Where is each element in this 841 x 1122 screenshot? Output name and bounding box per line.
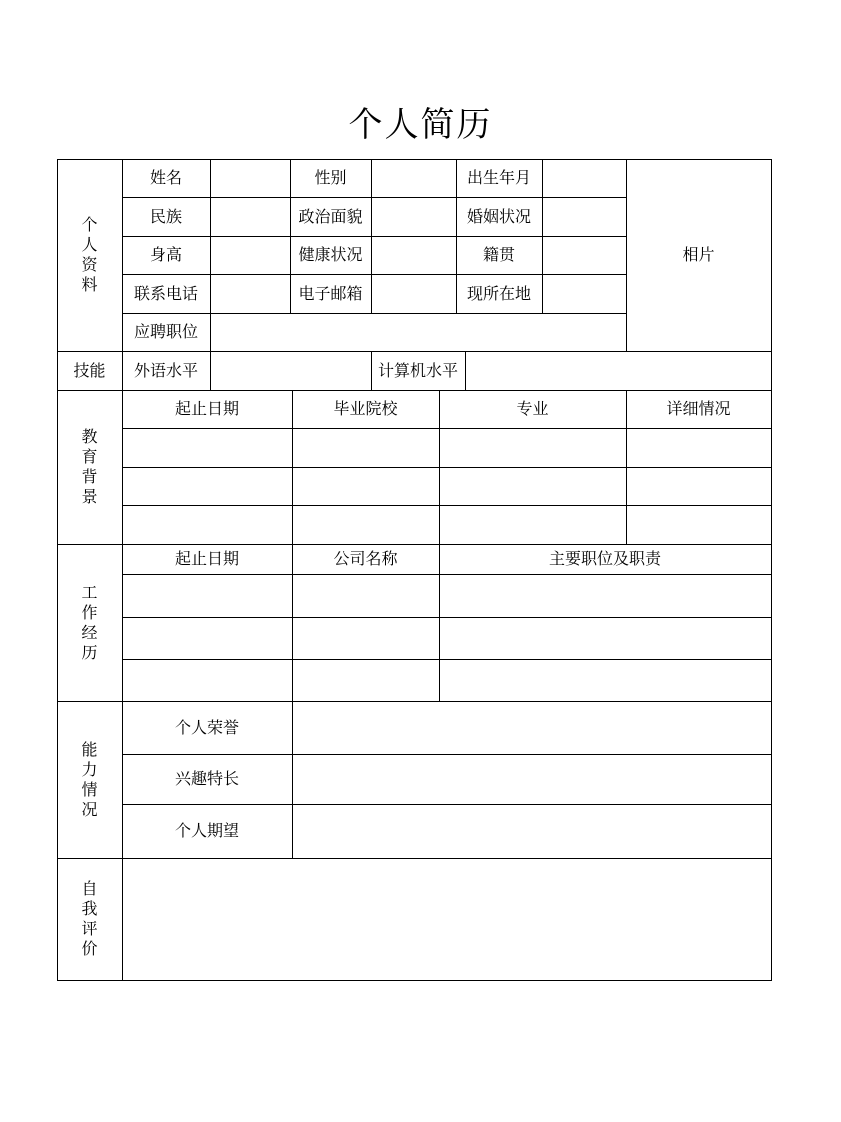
work-row-2[interactable] <box>123 618 771 659</box>
work-header-duties: 主要职位及职责 <box>548 549 661 568</box>
edu-header-dates: 起止日期 <box>174 399 239 418</box>
edu-header-school: 毕业院校 <box>333 399 398 418</box>
page-title: 个人简历 <box>348 105 493 145</box>
field-political[interactable] <box>372 198 456 236</box>
field-expectation[interactable] <box>293 805 771 858</box>
field-position[interactable] <box>211 314 626 351</box>
edu-row-3[interactable] <box>123 506 771 544</box>
field-native-place[interactable] <box>543 237 626 274</box>
label-marital: 婚姻状况 <box>466 206 531 226</box>
field-self-eval[interactable] <box>123 859 771 980</box>
label-political: 政治面貌 <box>298 206 363 226</box>
field-birth[interactable] <box>543 160 626 197</box>
work-row-3[interactable] <box>123 660 771 701</box>
work-row-1[interactable] <box>123 575 771 617</box>
label-honors: 个人荣誉 <box>174 717 239 737</box>
field-health[interactable] <box>372 237 456 274</box>
field-phone[interactable] <box>211 275 290 313</box>
label-position: 应聘职位 <box>133 322 198 341</box>
label-height: 身高 <box>149 245 182 264</box>
label-location: 现所在地 <box>466 283 531 303</box>
label-expectation: 个人期望 <box>174 821 239 840</box>
field-height[interactable] <box>211 237 290 274</box>
label-email: 电子邮箱 <box>298 283 363 303</box>
field-honors[interactable] <box>293 702 771 754</box>
field-gender[interactable] <box>372 160 456 197</box>
section-label-skills: 技能 <box>73 360 106 380</box>
field-ethnicity[interactable] <box>211 198 290 236</box>
label-birth: 出生年月 <box>466 168 531 187</box>
photo-placeholder[interactable]: 相片 <box>682 245 715 264</box>
section-label-education: 教育背景 <box>81 427 98 506</box>
field-name[interactable] <box>211 160 290 197</box>
label-computer-level: 计算机水平 <box>377 360 458 380</box>
label-name: 姓名 <box>149 168 182 187</box>
field-marital[interactable] <box>543 198 626 236</box>
work-header-dates: 起止日期 <box>174 549 239 568</box>
edu-row-1[interactable] <box>123 429 771 467</box>
label-hobbies: 兴趣特长 <box>174 769 239 788</box>
label-native-place: 籍贯 <box>482 245 515 264</box>
field-computer-level[interactable] <box>466 352 771 390</box>
field-location[interactable] <box>543 275 626 313</box>
section-label-ability: 能力情况 <box>81 739 98 819</box>
label-language-level: 外语水平 <box>134 360 199 380</box>
section-label-personal: 个人资料 <box>81 215 98 294</box>
field-hobbies[interactable] <box>293 755 771 804</box>
field-email[interactable] <box>372 275 456 313</box>
label-ethnicity: 民族 <box>149 206 182 226</box>
label-health: 健康状况 <box>298 245 363 264</box>
edu-header-details: 详细情况 <box>666 399 731 418</box>
section-label-work: 工作经历 <box>81 582 98 662</box>
edu-row-2[interactable] <box>123 468 771 505</box>
edu-header-major: 专业 <box>516 399 549 418</box>
label-gender: 性别 <box>314 168 347 187</box>
section-label-self-eval: 自我评价 <box>81 879 98 958</box>
field-language-level[interactable] <box>211 352 371 390</box>
label-phone: 联系电话 <box>133 283 198 303</box>
work-header-company: 公司名称 <box>333 549 398 568</box>
